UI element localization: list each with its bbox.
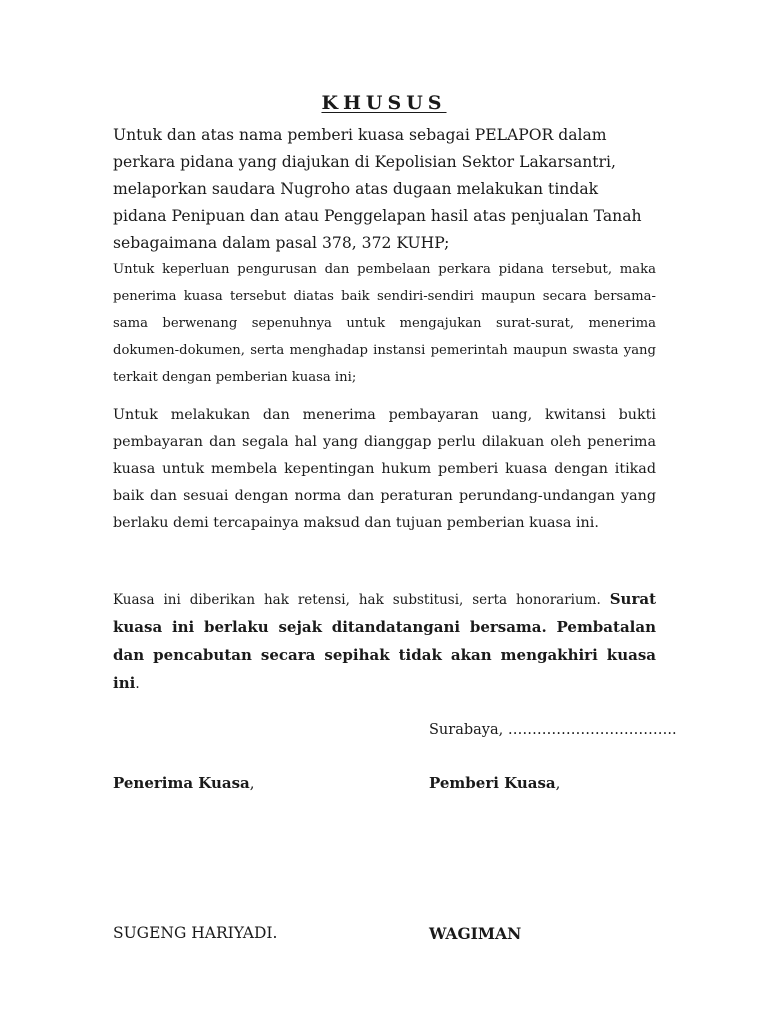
recipient-name: SUGENG HARIYADI. <box>113 924 278 942</box>
validity-terms-text: Surat kuasa ini berlaku sejak ditandatangani bersama. Pembatalan dan pencabutan secara sepihak tidak akan mengakhiri kuasa ini <box>113 590 656 692</box>
grantor-label: Pemberi Kuasa <box>429 774 556 792</box>
recipient-role <box>113 774 255 792</box>
place-date-line: Surabaya, …………………………….. <box>429 722 677 738</box>
paragraph-payment-authority: Untuk melakukan dan menerima pembayaran uang, kwitansi bukti pembayaran dan segala hal yang dianggap perlu dilakuan oleh penerima kuasa untuk membela kepentingan hukum pemberi kuasa dengan itikad baik dan sesuai dengan norma dan peraturan perundang-undangan yang berlaku demi tercapainya maksud dan tujuan pemberian kuasa ini. <box>113 407 656 531</box>
paragraph-reporter-mandate: Untuk dan atas nama pemberi kuasa sebagai PELAPOR dalam perkara pidana yang diajukan di Kepolisian Sektor Lakarsantri, melaporkan saudara Nugroho atas dugaan melakukan tindak pidana Penipuan dan atau Penggelapan hasil atas penjualan Tanah sebagaimana dalam pasal 378, 372 KUHP; <box>113 126 642 252</box>
paragraph-validity <box>113 586 656 698</box>
recipient-label: Penerima Kuasa <box>113 774 250 792</box>
validity-period: . <box>135 676 140 692</box>
grantor-label-comma: , <box>555 774 561 792</box>
grantor-role <box>429 774 560 792</box>
validity-rights-text: Kuasa ini diberikan hak retensi, hak substitusi, serta honorarium. <box>113 592 610 608</box>
paragraph-case-handling: Untuk keperluan pengurusan dan pembelaan perkara pidana tersebut, maka penerima kuasa tersebut diatas baik sendiri-sendiri maupun secara bersama-sama berwenang sepenuhnya untuk mengajukan surat-surat, menerima dokumen-dokumen, serta menghadap instansi pemerintah maupun swasta yang terkait dengan pemberian kuasa ini; <box>113 262 656 385</box>
grantor-name: WAGIMAN <box>429 924 522 943</box>
recipient-label-comma: , <box>249 774 255 792</box>
document-title: KHUSUS <box>321 92 447 114</box>
